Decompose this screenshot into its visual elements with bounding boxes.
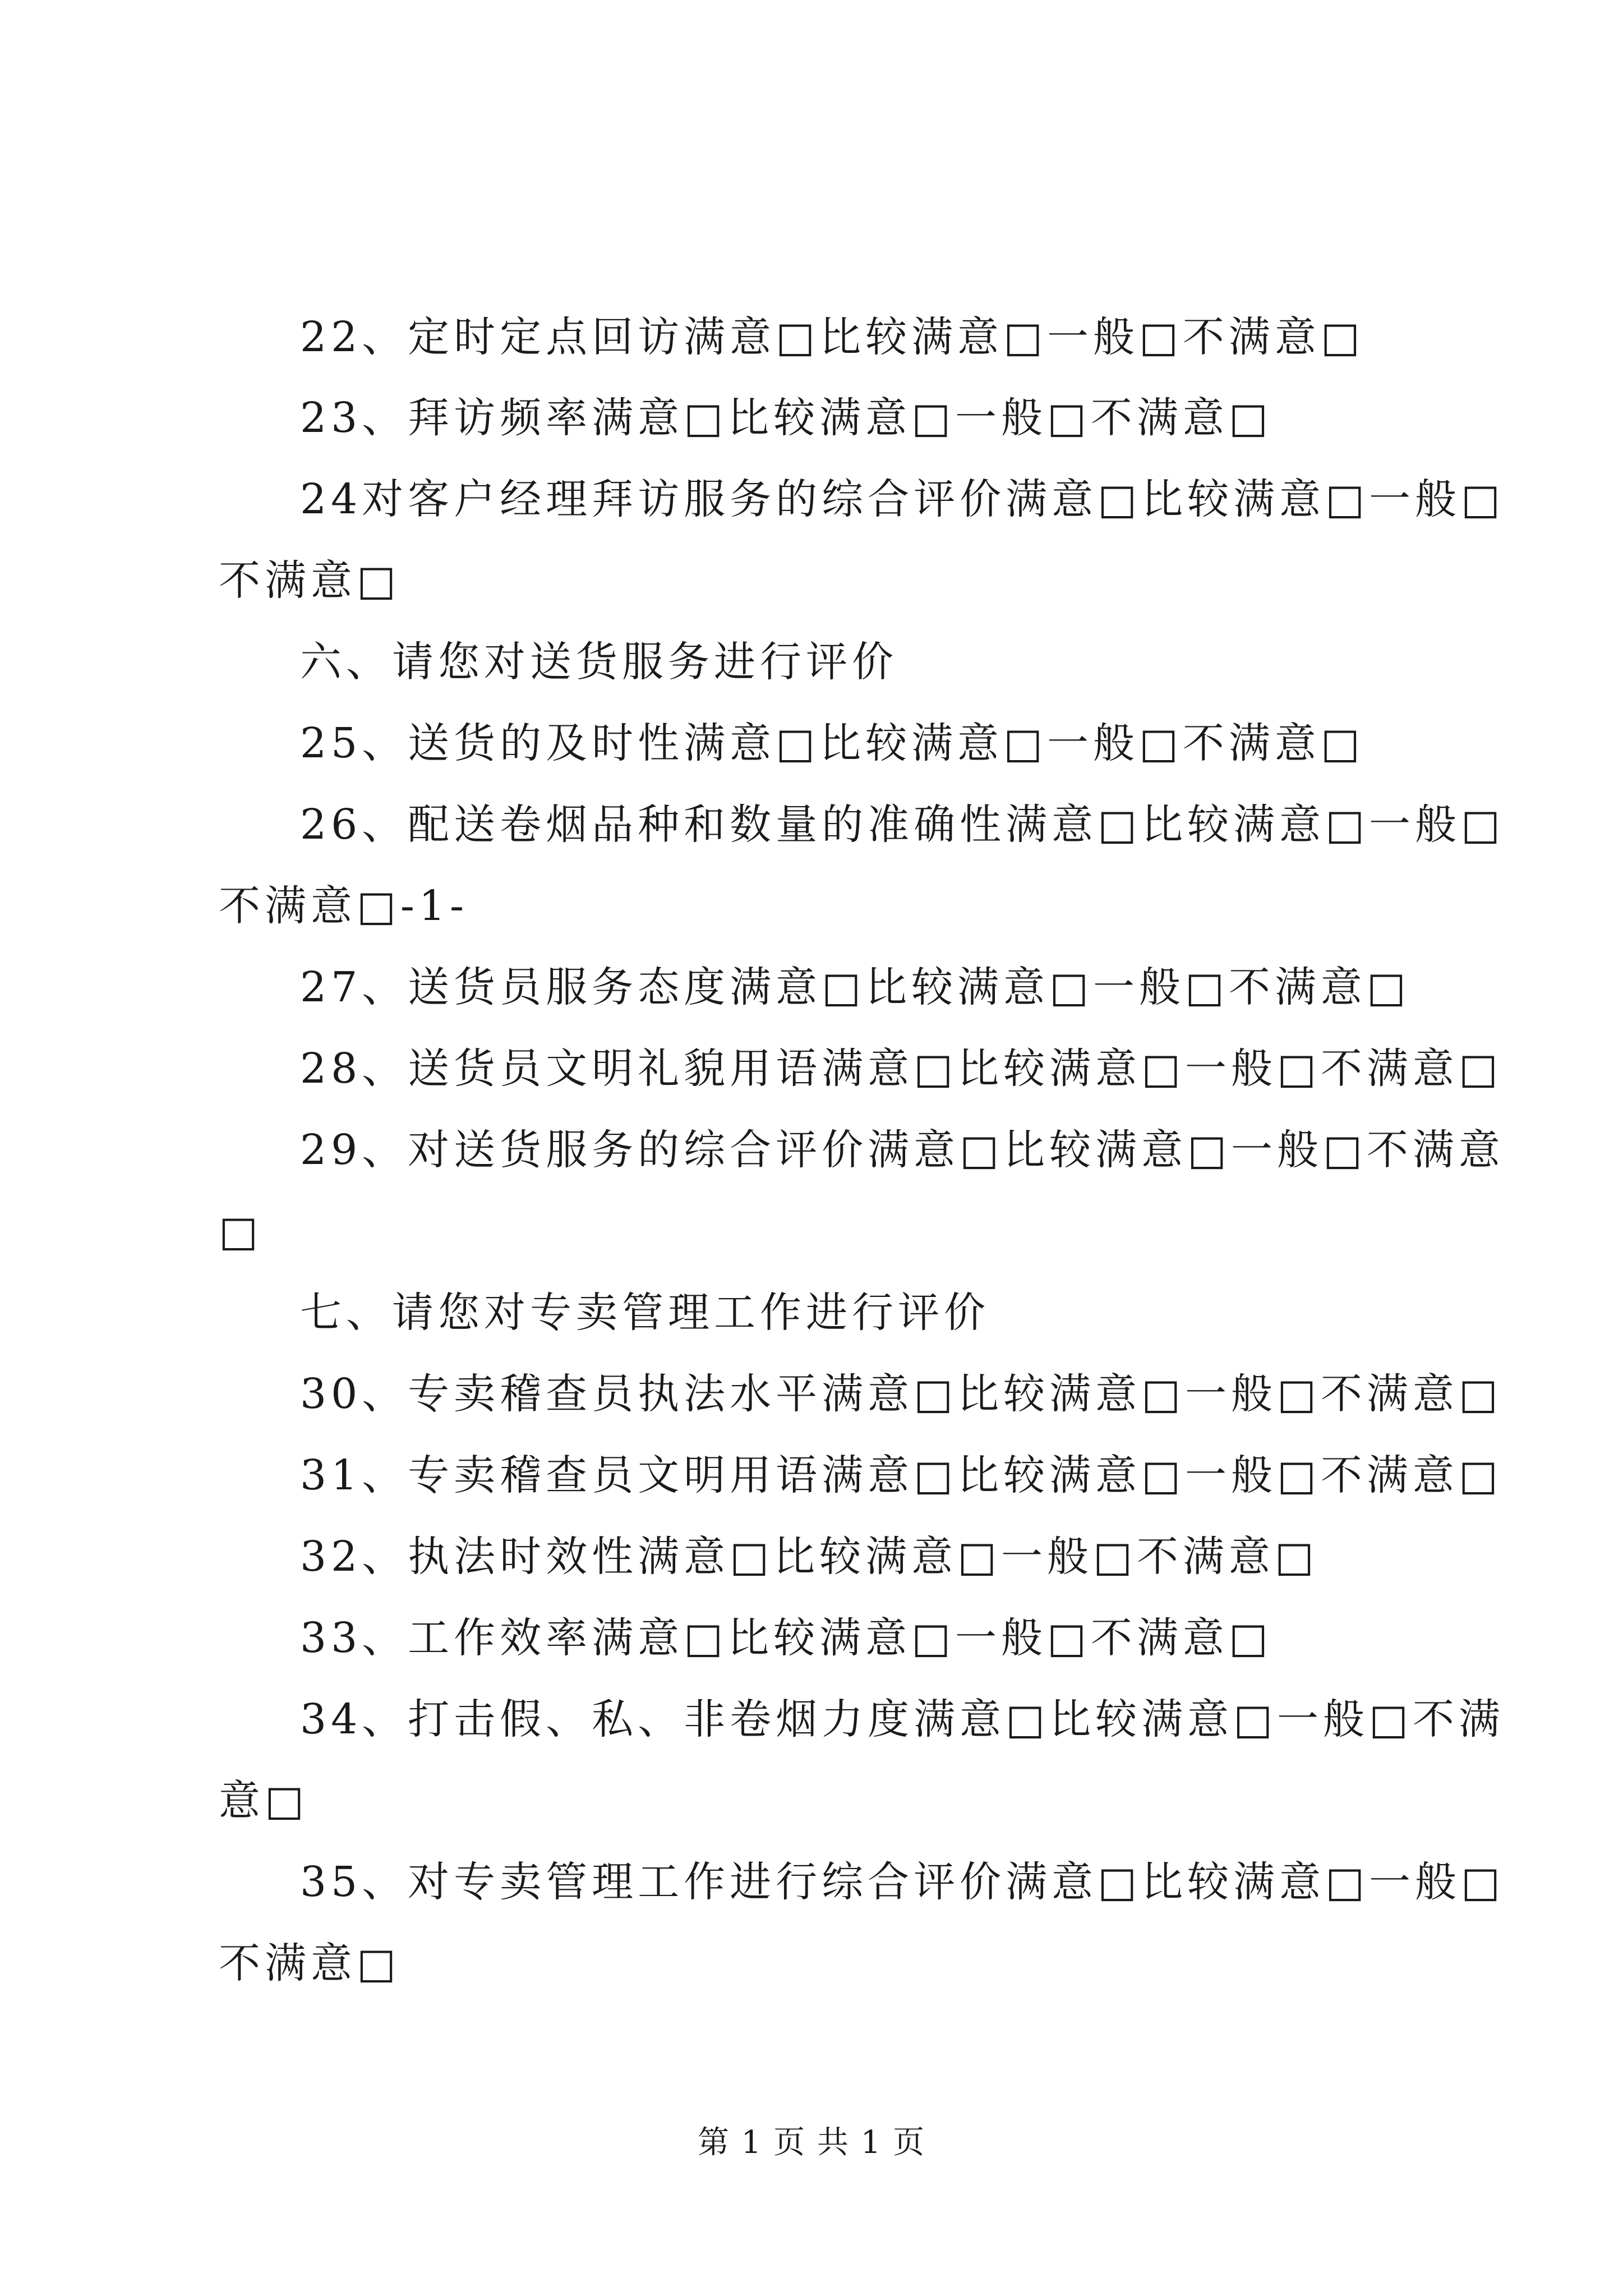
question-23: 23、拜访频率满意□比较满意□一般□不满意□ bbox=[300, 394, 1272, 442]
question-30: 30、专卖稽查员执法水平满意□比较满意□一般□不满意□ bbox=[300, 1370, 1502, 1418]
question-32: 32、执法时效性满意□比较满意□一般□不满意□ bbox=[300, 1533, 1318, 1581]
question-28: 28、送货员文明礼貌用语满意□比较满意□一般□不满意□ bbox=[300, 1045, 1502, 1093]
question-29: 29、对送货服务的综合评价满意□比较满意□一般□不满意 bbox=[300, 1126, 1505, 1174]
section-seven-heading: 七、请您对专卖管理工作进行评价 bbox=[300, 1289, 990, 1337]
question-24: 24对客户经理拜访服务的综合评价满意□比较满意□一般□ bbox=[300, 475, 1505, 523]
question-27: 27、送货员服务态度满意□比较满意□一般□不满意□ bbox=[300, 963, 1410, 1011]
question-31: 31、专卖稽查员文明用语满意□比较满意□一般□不满意□ bbox=[300, 1451, 1502, 1499]
section-six-heading: 六、请您对送货服务进行评价 bbox=[300, 638, 898, 686]
question-25: 25、送货的及时性满意□比较满意□一般□不满意□ bbox=[300, 719, 1364, 767]
page-number-footer: 第 1 页 共 1 页 bbox=[697, 2124, 926, 2161]
question-34-continued: 意□ bbox=[219, 1777, 308, 1825]
question-26: 26、配送卷烟品种和数量的准确性满意□比较满意□一般□ bbox=[300, 800, 1505, 849]
question-22: 22、定时定点回访满意□比较满意□一般□不满意□ bbox=[300, 313, 1364, 361]
question-35: 35、对专卖管理工作进行综合评价满意□比较满意□一般□ bbox=[300, 1858, 1505, 1906]
question-26-continued: 不满意□-1- bbox=[219, 882, 469, 930]
question-35-continued: 不满意□ bbox=[219, 1939, 400, 1987]
question-33: 33、工作效率满意□比较满意□一般□不满意□ bbox=[300, 1614, 1272, 1662]
question-29-continued: □ bbox=[219, 1207, 262, 1255]
question-24-continued: 不满意□ bbox=[219, 556, 400, 605]
question-34: 34、打击假、私、非卷烟力度满意□比较满意□一般□不满 bbox=[300, 1695, 1505, 1743]
